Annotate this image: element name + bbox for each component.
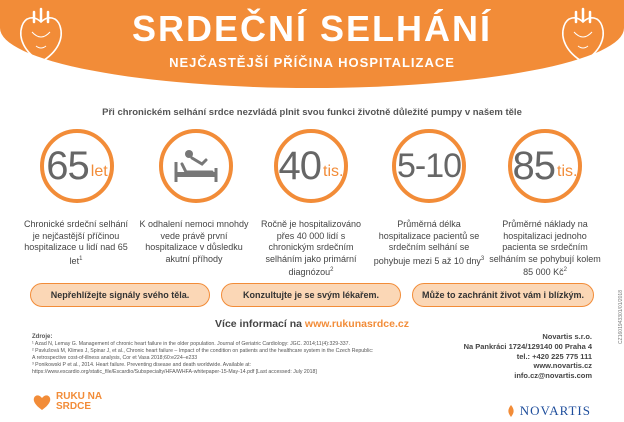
novartis-flame-icon [505,404,517,418]
stat-unit: let [90,163,108,180]
message-pill: Nepřehlížejte signály svého těla. [30,283,210,307]
stat-circle-hospital [159,129,233,203]
company-address: Novartis s.r.o. Na Pankráci 1724/129140 00 Praha 4 tel.: +420 225 775 111 www.novartis.cz info.cz@novartis.com [463,332,592,381]
stat-description: Průměrná délka hospitalizace pacientů se srdečním selhání se pohybuje mezi 5 až 10 dny$^3$ [373,219,485,266]
stat-description: Ročně je hospitalizováno přes 40 000 lidí s chronickým srdečním selháním jako primární diagnózou$^2$ [260,219,362,277]
document-code: CZ1601943301/01/2018 [618,290,624,344]
more-info: Více informací na www.rukunasrdce.cz [215,318,409,330]
stat-circle-cost [508,129,582,203]
stat-value: 40 [278,143,322,188]
message-pill: Může to zachránit život vám i blízkým. [412,283,594,307]
stat-unit: tis. [323,163,344,180]
page-subtitle: NEJČASTĚJŠÍ PŘÍČINA HOSPITALIZACE [169,55,455,70]
email-link[interactable]: info.cz@novartis.com [514,371,592,381]
stat-description: K odhalení nemoci mnohdy vede právě první hospitalizace v důsledku akutní příhody [139,219,249,264]
stat-circle-age [40,129,114,203]
source-line: ³ Ponikowski P et al., 2014. Heart failure. Preventing disease and death worldwide. Available at: [32,362,251,368]
stat-description: Průměrné náklady na hospitalizaci jednoho pacienta se srdečním selháním se pohybují kolem 85 000 $Kč^2$ [489,219,601,277]
stat-value: 85 [512,143,556,188]
source-line: A retrospective cost-of-illness analysis, Cor et Vasa 2018;60:e224–e233 [32,355,198,361]
stat-value: 5-10 [396,146,462,185]
stat-circle-duration [392,129,466,203]
stat-description: Chronické srdeční selhání je nejčastější příčinou hospitalizace u lidí nad 65 let$^1$ [23,219,129,266]
stat-value: 65 [46,143,89,188]
stat-unit: tis. [557,163,578,180]
website-link[interactable]: www.novartis.cz [533,361,592,371]
message-pill: Konzultujte je se svým lékařem. [221,283,401,307]
source-line: ¹ Azad N, Lemay G. Management of chronic heart failure in the older population. Journal of Geriatric Cardiology: JGC. 2014;11(4):329-337. [32,341,350,347]
sources: Zdroje: ¹ Azad N, Lemay G. Management of chronic heart failure in the older population. Journal of Geriatric Cardiology: JGC. 2014;11(4):329-337. ² Pavlušová M, Klimes J, Spinar J, et al., Chronic heart failure – Impact of the condition on patients and the healthcare system in the Czech Republic: A retrospective cost-of-illness analysis, Cor et Vasa 2018;60:e224–e233 ³ Ponikowski P et al., 2014. Heart failure. Preventing disease and death worldwide. Available at: https://www.escardio.org/static_file/Escardio/Subspecialty/HFA/WHFA-whitepaper-15-May-14.pdf [Last accessed: July 2018] [32,334,422,376]
hospital-bed-icon [172,146,220,186]
ruku-na-srdce-logo: RUKU NA SRDCE [32,392,102,412]
novartis-logo: NOVARTIS [505,403,591,419]
heart-hand-icon [32,392,52,412]
source-line: ² Pavlušová M, Klimes J, Spinar J, et al., Chronic heart failure – Impact of the condition on patients and the healthcare system in the Czech Republic: [32,348,374,354]
intro-text: Při chronickém selhání srdce nezvládá plnit svou funkci životně důležité pumpy v našem těle [102,107,522,118]
page-title: SRDEČNÍ SELHÁNÍ [131,8,493,49]
stat-circle-yearly [274,129,348,203]
website-link[interactable]: www.rukunasrdce.cz [304,318,409,330]
source-line: https://www.escardio.org/static_file/Escardio/Subspecialty/HFA/WHFA-whitepaper-15-May-14.pdf [Last accessed: July 2018] [32,369,317,375]
